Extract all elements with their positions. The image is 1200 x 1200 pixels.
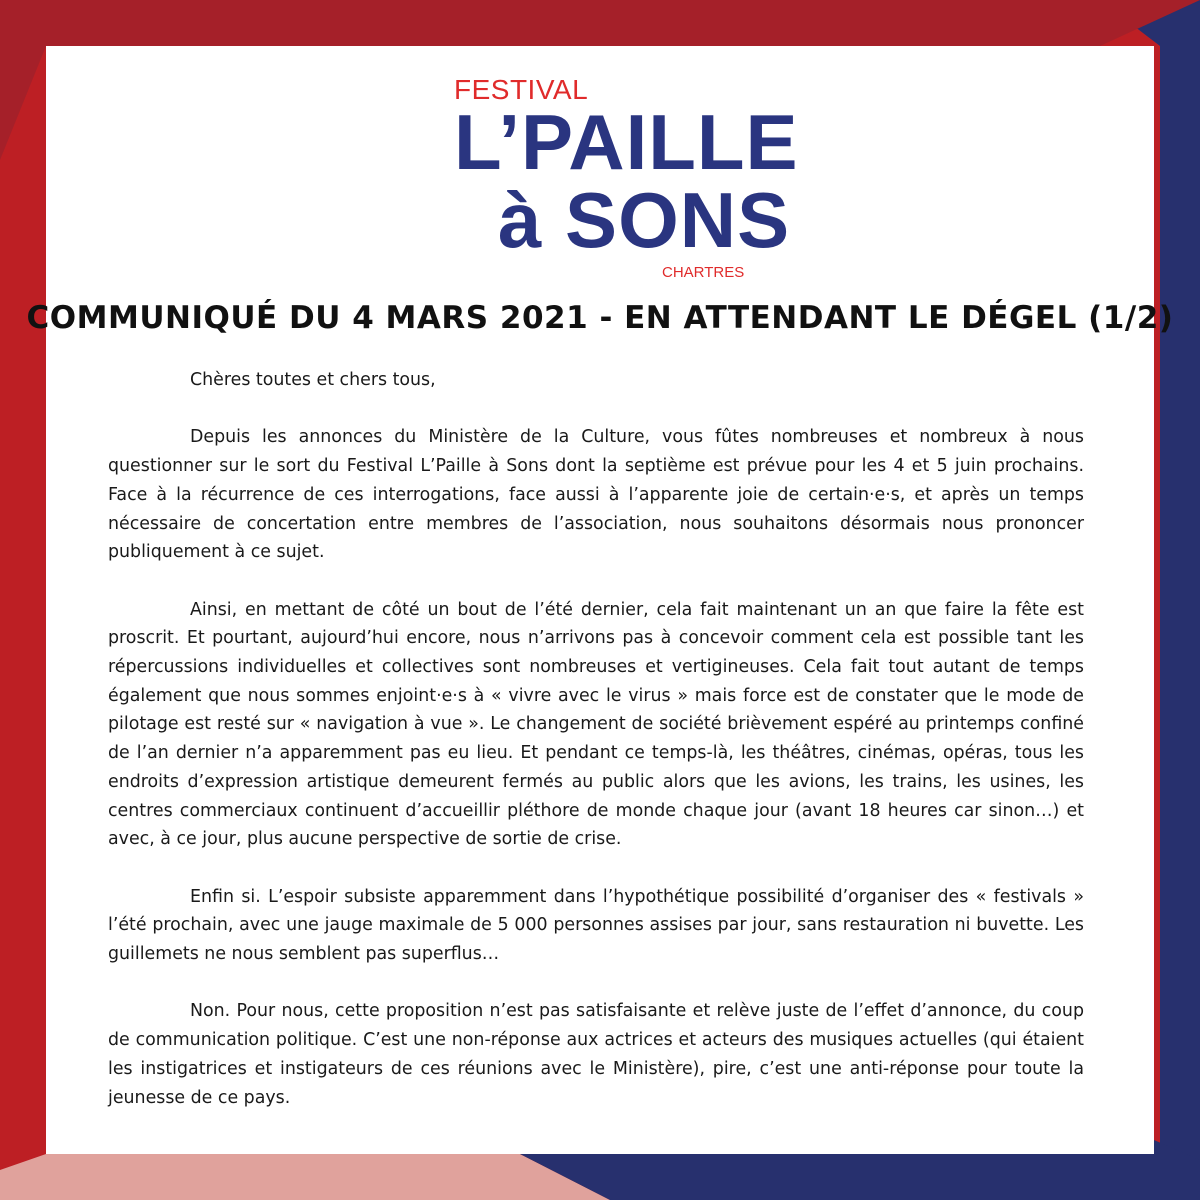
paragraph-2: Ainsi, en mettant de côté un bout de l’été dernier, cela fait maintenant un an que faire la fête est proscrit. Et pourtant, aujourd’hui encore, nous n’arrivons pas à concevoir comment cela est possible tant les répercussions individuelles et collectives sont nombreuses et vertigineuses. Cela fait tout autant de temps également que nous sommes enjoint·e·s à « vivre avec le virus » mais force est de constater que le mode de pilotage est resté sur « navigation à vue ». Le changement de société brièvement espéré au printemps confiné de l’an dernier n’a apparemment pas eu lieu. Et pendant ce temps-là, les théâtres, cinémas, opéras, tous les endroits d’expression artistique demeurent fermés au public alors que les avions, les trains, les usines, les centres commerciaux continuent d’accueillir pléthore de monde chaque jour (avant 18 heures car sinon…) et avec, à ce jour, plus aucune perspective de sortie de crise. [108, 599, 1084, 850]
paragraph-3: Enfin si. L’espoir subsiste apparemment dans l’hypothétique possibilité d’organiser des « festivals » l’été prochain, avec une jauge maximale de 5 000 personnes assises par jour, sans restauration ni buvette. Les guillemets ne nous semblent pas superflus… [108, 886, 1084, 965]
logo-name-line1: L’PAILLE [454, 98, 799, 186]
paragraph-1: Depuis les annonces du Ministère de la Culture, vous fûtes nombreuses et nombreux à nous questionner sur le sort du Festival L’Paille à Sons dont la septième est prévue pour les 4 et 5 juin prochains. Face à la récurrence de ces interrogations, face aussi à l’apparente joie de certain·e·s, et après un temps nécessaire de concertation entre membres de l’association, nous souhaitons désormais nous prononcer publiquement à ce sujet. [108, 427, 1084, 563]
paragraph-4: Non. Pour nous, cette proposition n’est pas satisfaisante et relève juste de l’effet d’annonce, du coup de communication politique. C’est une non-réponse aux actrices et acteurs des musiques actuelles (qui étaient les instigatrices et instigateurs de ces réunions avec le Ministère), pire, c’est une anti-réponse pour toute la jeunesse de ce pays. [108, 1001, 1084, 1108]
logo-festival-label: FESTIVAL [454, 74, 589, 105]
logo-city-label: CHARTRES [662, 264, 745, 281]
press-release-body [108, 366, 1084, 1141]
greeting: Chères toutes et chers tous, [190, 370, 436, 390]
logo-name-line2: à SONS [498, 176, 791, 264]
page-title: COMMUNIQUÉ DU 4 MARS 2021 - EN ATTENDANT LE DÉGEL (1/2) [26, 300, 1174, 336]
festival-logo [0, 0, 1200, 290]
